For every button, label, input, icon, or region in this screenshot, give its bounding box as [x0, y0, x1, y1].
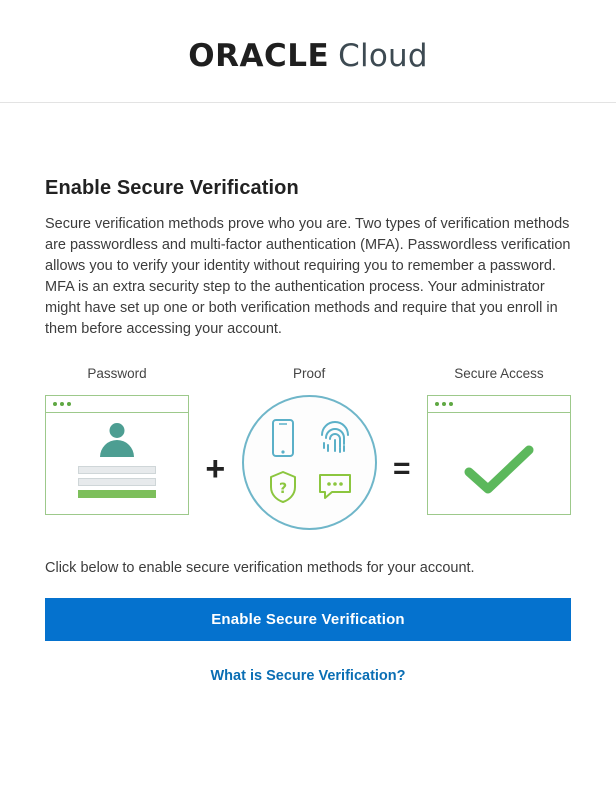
sms-message-icon: [318, 472, 352, 502]
fingerprint-icon: [318, 419, 352, 457]
proof-column: [242, 366, 377, 530]
cta-instruction: Click below to enable secure verification methods for your account.: [45, 560, 475, 576]
checkmark-icon: [461, 442, 537, 500]
user-avatar-icon: [97, 423, 137, 457]
password-field-graphic: [78, 478, 156, 486]
window-titlebar: [46, 396, 188, 413]
window-dot: [53, 402, 57, 406]
window-body: [428, 407, 570, 525]
proof-label: Proof: [293, 366, 326, 381]
equals-operator: =: [393, 452, 411, 485]
window-dot: [442, 402, 446, 406]
secure-access-window-icon: [427, 395, 571, 515]
password-column: [45, 366, 189, 515]
login-window-icon: [45, 395, 189, 515]
window-dot: [449, 402, 453, 406]
window-dot: [435, 402, 439, 406]
logo-text: [188, 38, 427, 74]
window-dot: [67, 402, 71, 406]
avatar-body: [100, 440, 134, 457]
logo-cloud-word: Cloud: [338, 38, 428, 74]
help-link-row: [45, 667, 571, 685]
window-body: [46, 413, 188, 514]
oracle-cloud-logo: [0, 0, 616, 84]
window-dot: [60, 402, 64, 406]
avatar-head: [110, 423, 125, 438]
verification-illustration: [45, 366, 571, 530]
page-title: Enable Secure Verification: [45, 177, 299, 199]
intro-paragraph: Secure verification methods prove who you are. Two types of verification methods are passwordless and multi-factor authentication (MFA). Passwordless verification allows you to verify your identity without requiring you to remember a password. MFA is an extra security step to the authentication process. Your administrator might have set up one or both verification methods and require that you enroll in them before accessing your account.: [45, 216, 571, 337]
proof-methods-circle: [242, 395, 377, 530]
logo-oracle-word: ORACLE: [188, 38, 330, 74]
password-label: Password: [87, 366, 147, 381]
username-field-graphic: [78, 466, 156, 474]
secure-access-column: [427, 366, 571, 515]
plus-operator: +: [205, 450, 226, 488]
security-question-shield-icon: [269, 470, 297, 504]
signin-button-graphic: [78, 490, 156, 498]
main-content: [0, 177, 616, 685]
enable-secure-verification-button[interactable]: Enable Secure Verification: [45, 598, 571, 641]
mobile-phone-icon: [270, 418, 296, 458]
what-is-secure-verification-link[interactable]: What is Secure Verification?: [210, 668, 406, 684]
svg-text:?: ?: [279, 481, 288, 498]
secure-access-label: Secure Access: [454, 366, 544, 381]
header-divider: [0, 102, 616, 103]
